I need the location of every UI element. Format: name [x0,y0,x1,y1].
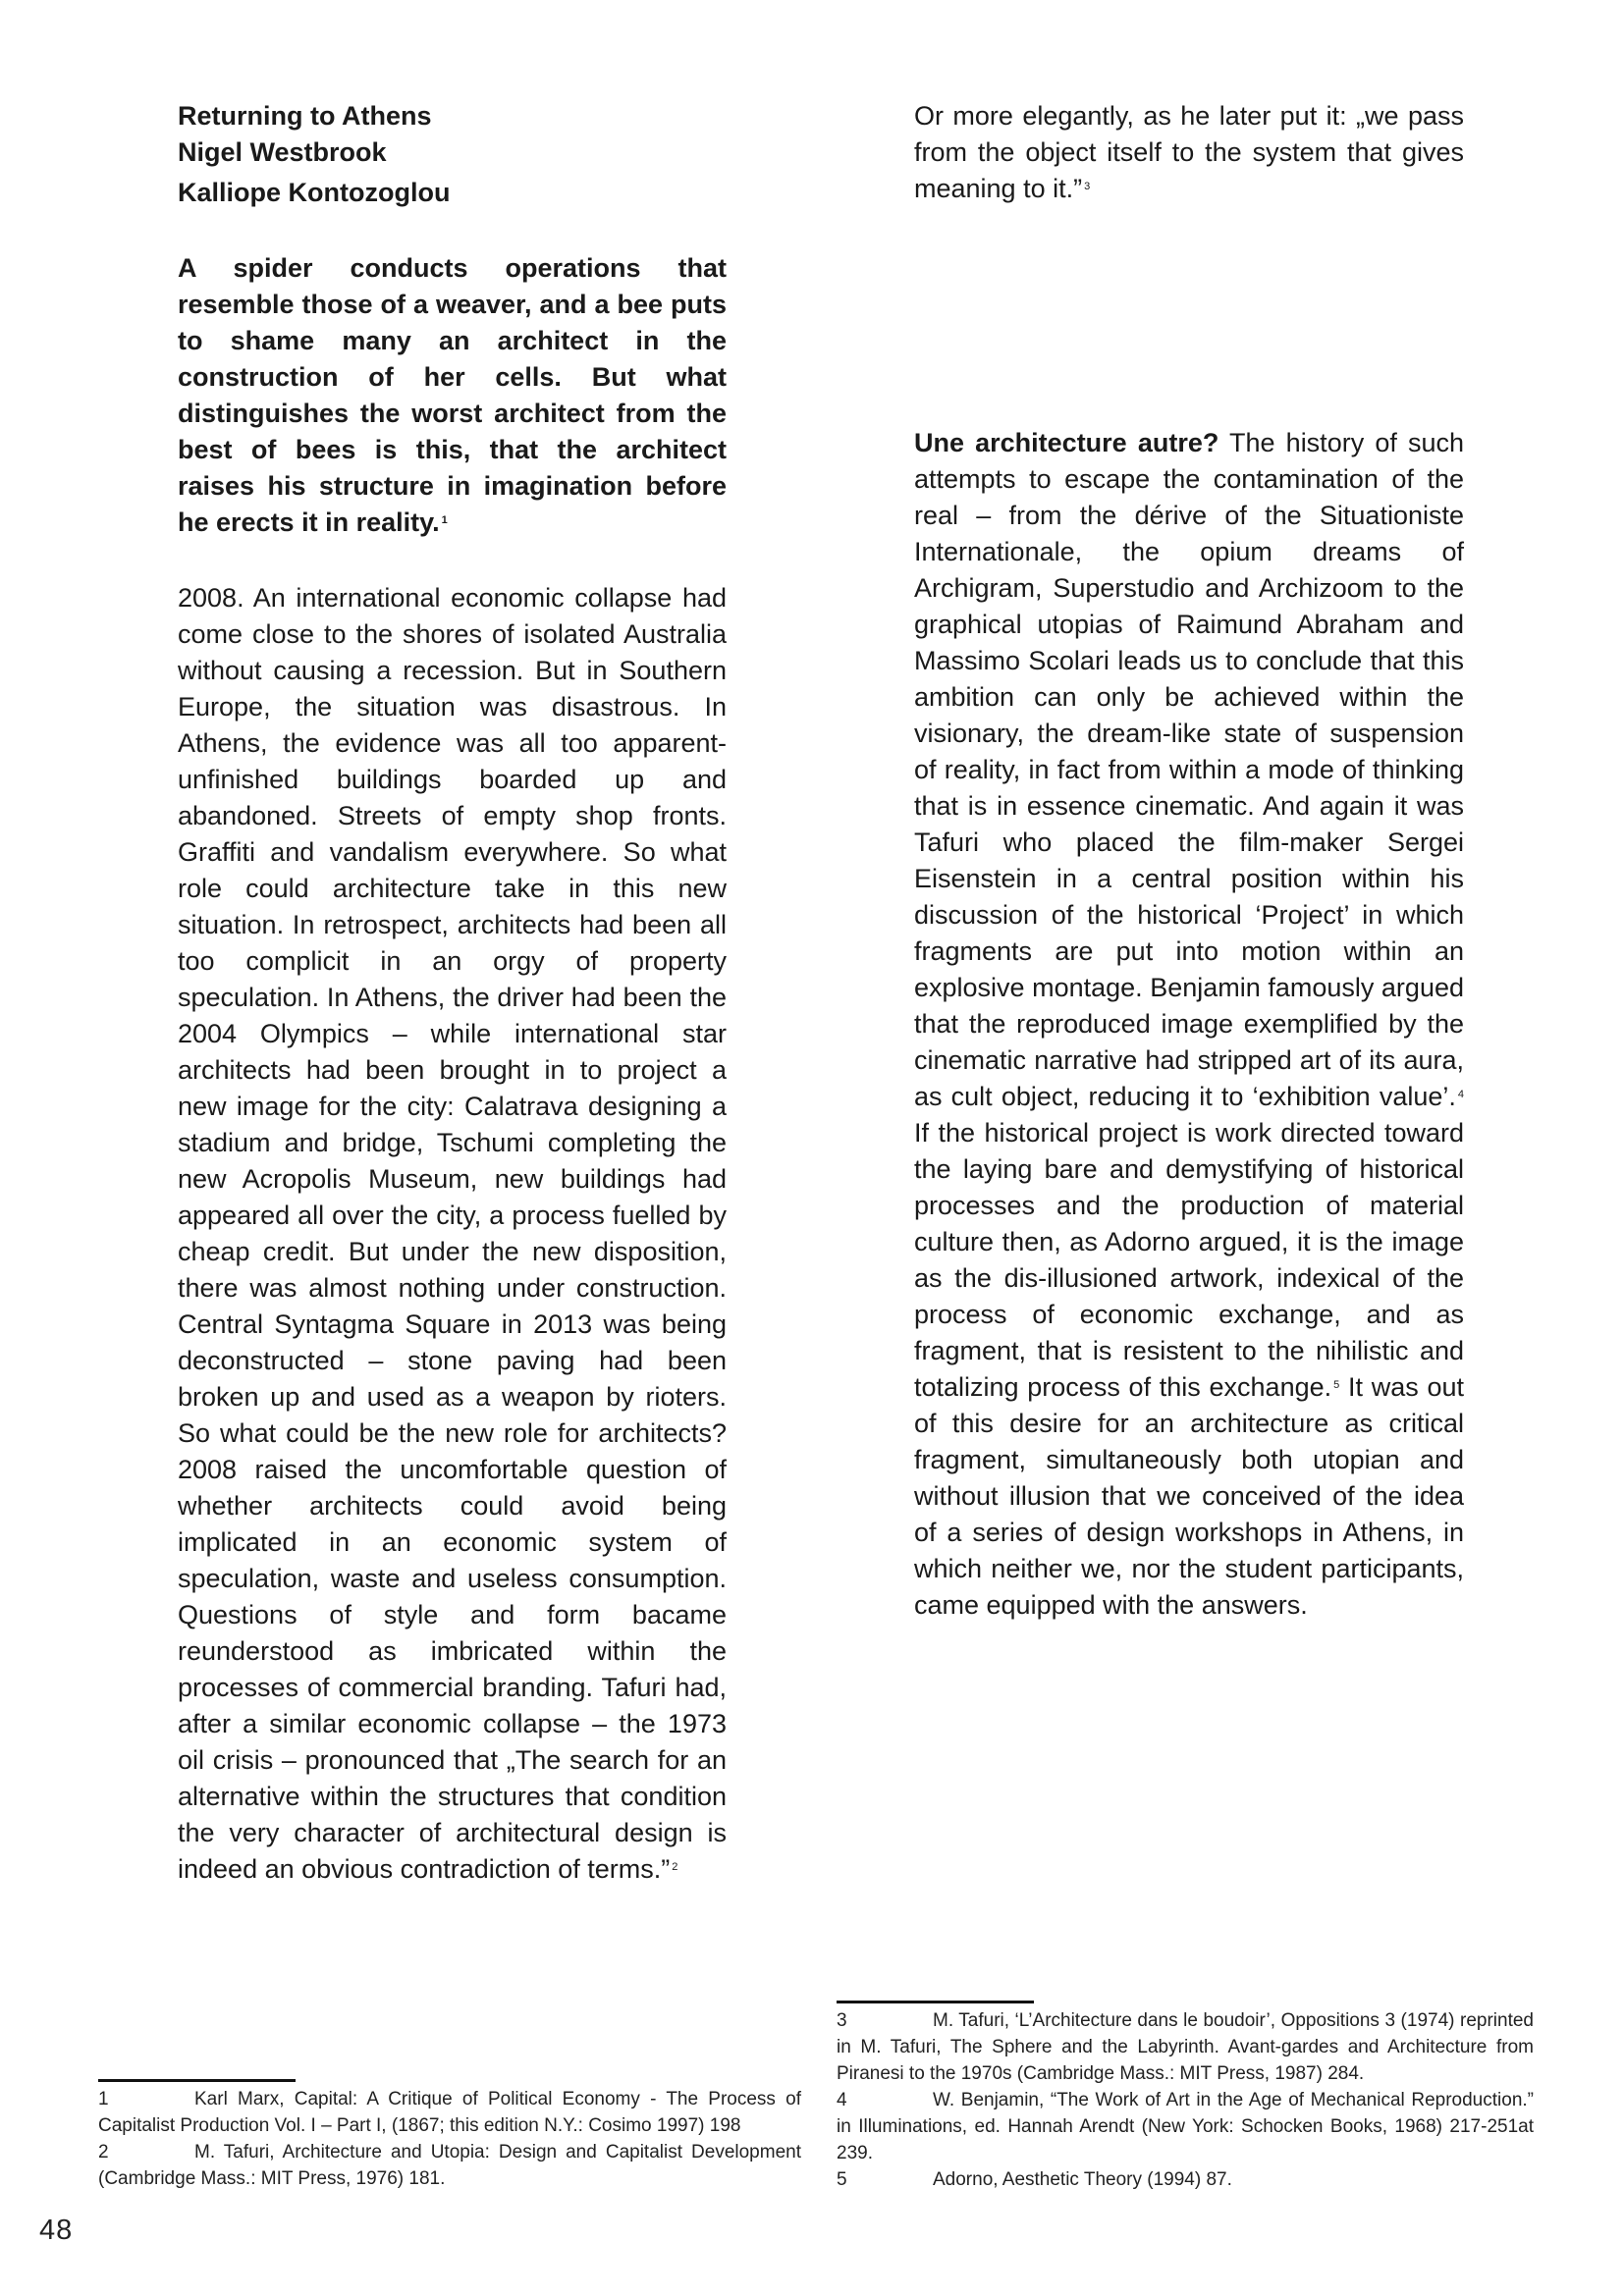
body-text: The history of such attempts to escape the contamination of the real – from the dérive of the Situationiste Internationale, the opium dreams of Archigram, Superstudio and Archizoom to the graphical utopias of Raimund Abraham and Massimo Scolari leads us to conclude that this ambition can only be achieved within the visionary, the dream-like state of suspension of reality, in fact from within a mode of thinking that is in essence cinematic. And again it was Tafuri who placed the film-maker Sergei Eisenstein in a central position within his discussion of the historical ‘Project’ in which fragments are put into motion within an explosive montage. Benjamin famously argued that the reproduced image exemplified by the cinematic narrative had stripped art of its aura, as cult object, reducing it to ‘exhibition value’. [914,428,1465,1111]
footnote [98,2139,801,2192]
footnote-ref[interactable]: 4 [1457,1089,1464,1100]
quote-paragraph [914,98,1464,207]
body-paragraph [178,580,727,1888]
quote-text: Or more elegantly, as he later put it: „we pass from the object itself to the system that gives meaning to it.” [914,101,1464,203]
footnote-ref[interactable]: 3 [1084,181,1091,192]
footnote-rule [98,2079,296,2082]
footnote-number: 1 [98,2089,109,2109]
footnote-ref[interactable]: 1 [441,514,448,526]
footnote-rule [837,2001,1034,2003]
left-column [178,98,727,1888]
epigraph [178,250,727,541]
footnote [98,2086,801,2139]
article-title: Returning to Athens [178,101,432,131]
footnote-number: 4 [837,2090,847,2110]
footnote-ref[interactable]: 5 [1333,1379,1340,1391]
footnote-text: M. Tafuri, ‘L’Architecture dans le boudoir’, Oppositions 3 (1974) reprinted in M. Tafuri, The Sphere and the Labyrinth. Avant-gardes and Architecture from Piranesi to the 1970s (Cambridge Mass.: MIT Press, 1987) 284. [837,2010,1534,2084]
footnote-text: Adorno, Aesthetic Theory (1994) 87. [933,2169,1232,2190]
right-column [914,98,1464,1624]
footnote-text: W. Benjamin, “The Work of Art in the Age of Mechanical Reproduction.” in Illuminations, ed. Hannah Arendt (New York: Schocken Books, 1968) 217-251at 239. [837,2090,1534,2163]
footnote [837,2166,1534,2193]
author-name: Nigel Westbrook [178,137,387,167]
footnote-number: 2 [98,2142,109,2163]
footnote-text: M. Tafuri, Architecture and Utopia: Design and Capitalist Development (Cambridge Mass.: MIT Press, 1976) 181. [98,2142,801,2189]
footnote [837,2007,1534,2087]
page-number: 48 [39,2215,74,2246]
footnotes-left [98,2079,801,2192]
body-text: If the historical project is work directed toward the laying bare and demystifying of historical processes and the production of material culture then, as Adorno argued, it is the image as the dis-illusioned artwork, indexical of the process of economic exchange, and as fragment, that is resistent to the nihilistic and totalizing process of this exchange. [914,1118,1464,1402]
footnotes-right [837,2001,1534,2193]
section-subheading: Une architecture autre? [914,428,1219,457]
footnote-ref[interactable]: 2 [672,1861,678,1873]
body-text: It was out of this desire for an architecture as critical fragment, simultaneously both utopian and without illusion that we conceived of the idea of a series of design workshops in Athens, in which neither we, nor the student participants, came equipped with the answers. [914,1372,1464,1620]
body-paragraph [914,425,1464,1624]
footnote-text: Karl Marx, Capital: A Critique of Political Economy - The Process of Capitalist Production Vol. I – Part I, (1867; this edition N.Y.: Cosimo 1997) 198 [98,2089,801,2136]
footnote [837,2087,1534,2166]
footnote-number: 3 [837,2010,847,2031]
body-text: 2008. An international economic collapse had come close to the shores of isolated Australia without causing a recession. But in Southern Europe, the situation was disastrous. In Athens, the evidence was all too apparent- unfinished buildings boarded up and abandoned. Streets of empty shop fronts. Graffiti and vandalism everywhere. So what role could architecture take in this new situation. In retrospect, architects had been all too complicit in an orgy of property speculation. In Athens, the driver had been the 2004 Olympics – while international star architects had been brought in to project a new image for the city: Calatrava designing a stadium and bridge, Tschumi completing the new Acropolis Museum, new buildings had appeared all over the city, a process fuelled by cheap credit. But under the new disposition, there was almost nothing under construction. Central Syntagma Square in 2013 was being deconstructed – stone paving had been broken up and used as a weapon by rioters. So what could be the new role for architects? 2008 raised the uncomfortable question of whether architects could avoid being implicated in an economic system of speculation, waste and useless consumption. Questions of style and form bacame reunderstood as imbricated within the processes of commercial branding. Tafuri had, after a similar economic collapse – the 1973 oil crisis – pronounced that „The search for an alternative within the structures that condition the very character of architectural design is indeed an obvious contradiction of terms.” [178,583,727,1884]
epigraph-text: A spider conducts operations that resemble those of a weaver, and a bee puts to shame many an architect in the construction of her cells. But what distinguishes the worst architect from the best of bees is this, that the architect raises his structure in imagination before he erects it in reality. [178,253,727,537]
footnote-number: 5 [837,2169,847,2190]
author-name: Kalliope Kontozoglou [178,178,451,207]
